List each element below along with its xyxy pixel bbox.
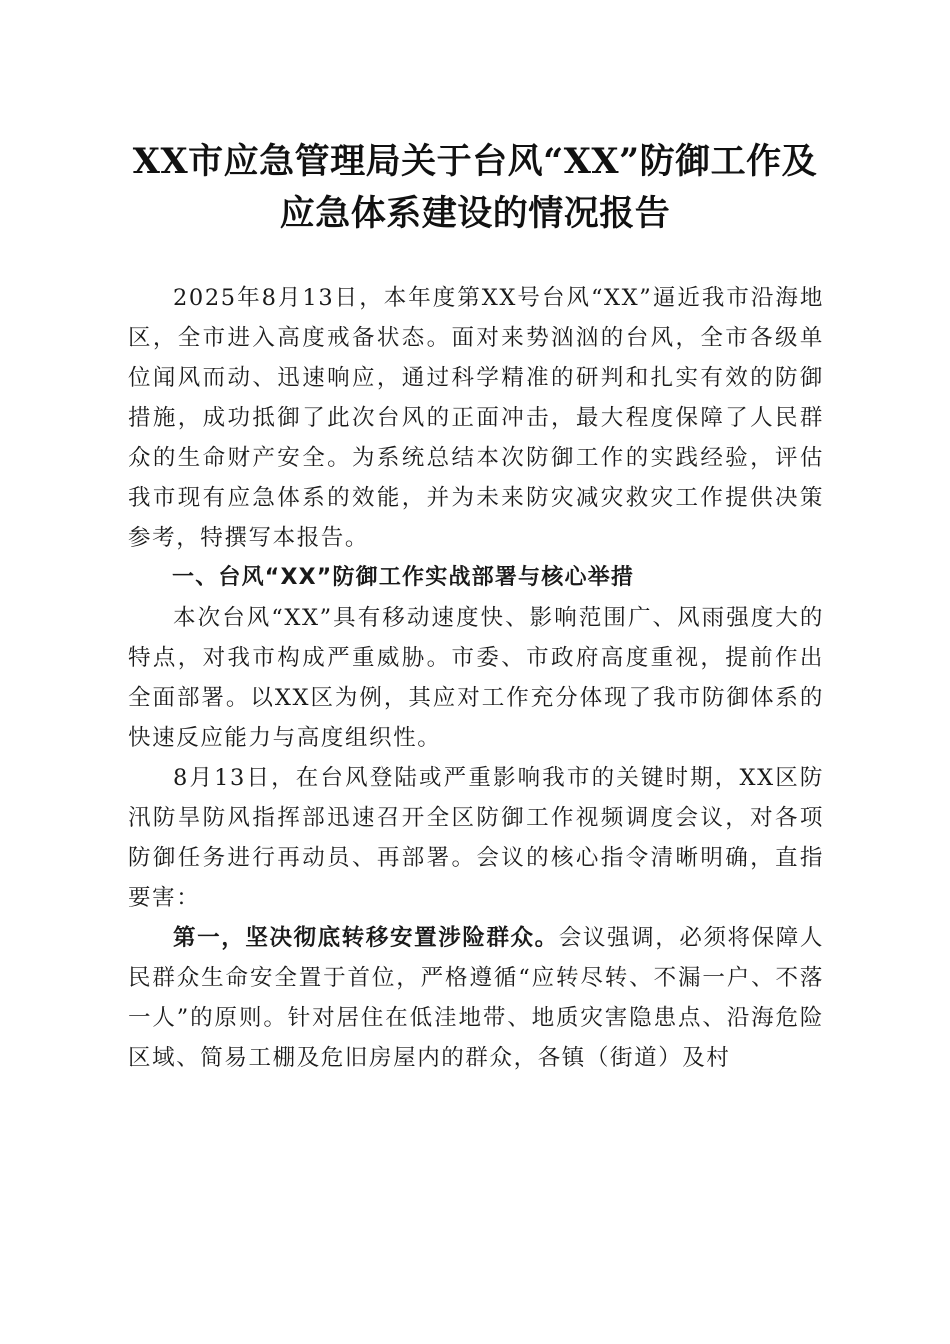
- body-paragraph-3: [128, 918, 824, 1078]
- paragraph-lead-phrase: 第一，坚决彻底转移安置涉险群众。: [173, 925, 559, 951]
- paragraph-continuation: 会议强调，必须将保障人民群众生命安全置于首位，严格遵循“应转尽转、不漏一户、不落一人”的原则。针对居住在低洼地带、地质灾害隐患点、沿海危险区域、简易工棚及危旧房屋内的群众，各镇（街道）及村: [128, 925, 824, 1071]
- body-paragraph-1: 本次台风“XX”具有移动速度快、影响范围广、风雨强度大的特点，对我市构成严重威胁。市委、市政府高度重视，提前作出全面部署。以XX区为例，其应对工作充分体现了我市防御体系的快速反应能力与高度组织性。: [128, 605, 824, 751]
- document-body: [128, 278, 824, 1078]
- title-line-2: 应急体系建设的情况报告: [279, 193, 671, 234]
- body-paragraph-2: 8月13日，在台风登陆或严重影响我市的关键时期，XX区防汛防旱防风指挥部迅速召开全区防御工作视频调度会议，对各项防御任务进行再动员、再部署。会议的核心指令清晰明确，直指要害：: [128, 765, 824, 911]
- section-heading-1: 一、台风“XX”防御工作实战部署与核心举措: [172, 565, 635, 590]
- intro-paragraph: 2025年8月13日，本年度第XX号台风“XX”逼近我市沿海地区，全市进入高度戒备状态。面对来势汹汹的台风，全市各级单位闻风而动、迅速响应，通过科学精准的研判和扎实有效的防御措施，成功抵御了此次台风的正面冲击，最大程度保障了人民群众的生命财产安全。为系统总结本次防御工作的实践经验，评估我市现有应急体系的效能，并为未来防灾减灾救灾工作提供决策参考，特撰写本报告。: [128, 285, 824, 551]
- title-line-1: XX市应急管理局关于台风“XX”防御工作及: [132, 141, 818, 182]
- document-title: [95, 136, 855, 240]
